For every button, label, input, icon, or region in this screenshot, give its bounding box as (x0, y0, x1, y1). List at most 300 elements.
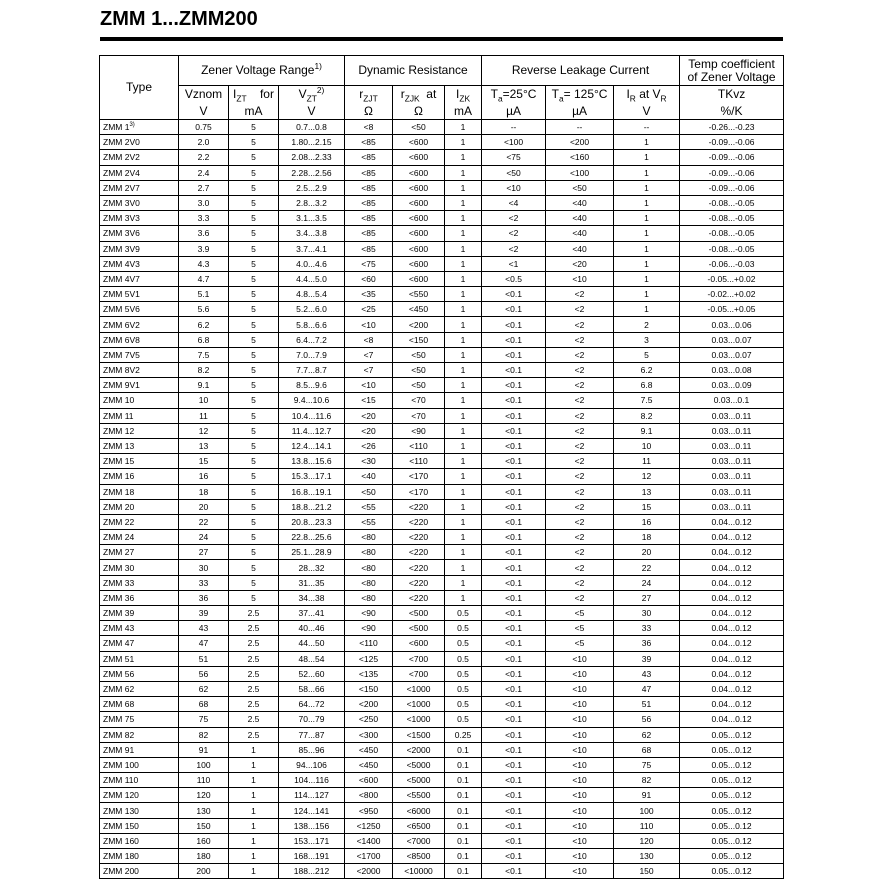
cell-ir-25c: <0.1 (482, 514, 546, 529)
cell-ir-25c: <0.1 (482, 317, 546, 332)
cell-type-text: ZMM 1 (103, 122, 130, 133)
cell-ir-125c: <50 (546, 180, 614, 195)
cell-rzjt: <85 (345, 150, 393, 165)
cell-rzjk: <200 (393, 317, 445, 332)
unit-ta125: µA (546, 103, 614, 120)
cell-rzjt: <85 (345, 135, 393, 150)
cell-vznom: 6.2 (179, 317, 229, 332)
cell-vznom: 47 (179, 636, 229, 651)
cell-rzjk: <220 (393, 575, 445, 590)
cell-vr: 30 (614, 606, 680, 621)
table-row (100, 727, 784, 742)
cell-type (100, 363, 179, 378)
cell-izk: 1 (445, 287, 482, 302)
cell-izk: 0.1 (445, 773, 482, 788)
cell-izt: 5 (229, 135, 279, 150)
header-type: Type (100, 56, 179, 120)
cell-rzjt: <40 (345, 469, 393, 484)
cell-vr: 20 (614, 545, 680, 560)
table-row (100, 271, 784, 286)
cell-tkvz: 0.03...0.11 (680, 469, 784, 484)
cell-type-text: ZMM 3V3 (103, 213, 140, 224)
cell-vzt-range: 10.4...11.6 (279, 408, 345, 423)
cell-vzt-range: 25.1...28.9 (279, 545, 345, 560)
cell-vzt-range: 3.7...4.1 (279, 241, 345, 256)
cell-izk: 1 (445, 180, 482, 195)
cell-izt: 5 (229, 560, 279, 575)
cell-tkvz: 0.04...0.12 (680, 636, 784, 651)
cell-type-text: ZMM 20 (103, 501, 135, 512)
cell-ir-125c: <10 (546, 773, 614, 788)
cell-vzt-range: 124...141 (279, 803, 345, 818)
cell-vzt-range: 5.2...6.0 (279, 302, 345, 317)
cell-vr: 6.8 (614, 378, 680, 393)
table-row (100, 302, 784, 317)
cell-vznom: 130 (179, 803, 229, 818)
cell-izt: 5 (229, 302, 279, 317)
cell-tkvz: 0.03...0.08 (680, 363, 784, 378)
cell-ir-125c: <2 (546, 499, 614, 514)
table-row (100, 757, 784, 772)
cell-ir-25c: <0.1 (482, 408, 546, 423)
cell-vr: 39 (614, 651, 680, 666)
cell-izt: 5 (229, 363, 279, 378)
cell-tkvz: 0.03...0.11 (680, 484, 784, 499)
cell-ir-125c: <10 (546, 742, 614, 757)
cell-vr: 8.2 (614, 408, 680, 423)
cell-type-text: ZMM 11 (103, 410, 134, 421)
table-row (100, 681, 784, 696)
cell-ir-25c: <0.1 (482, 773, 546, 788)
cell-vr: 130 (614, 849, 680, 864)
cell-rzjt: <85 (345, 241, 393, 256)
cell-rzjk: <90 (393, 423, 445, 438)
cell-rzjk: <7000 (393, 833, 445, 848)
cell-type-text: ZMM 180 (103, 851, 139, 862)
unit-ir: V (614, 103, 680, 120)
table-row (100, 332, 784, 347)
zener-spec-table (99, 55, 784, 879)
cell-type (100, 530, 179, 545)
cell-rzjk: <600 (393, 135, 445, 150)
cell-rzjt: <1250 (345, 818, 393, 833)
table-body (100, 120, 784, 879)
cell-type (100, 438, 179, 453)
cell-tkvz: -0.08...-0.05 (680, 241, 784, 256)
cell-rzjt: <60 (345, 271, 393, 286)
cell-type-text: ZMM 62 (103, 684, 135, 695)
cell-tkvz: -0.08...-0.05 (680, 195, 784, 210)
cell-tkvz: 0.04...0.12 (680, 712, 784, 727)
cell-ir-125c: -- (546, 120, 614, 135)
cell-vzt-range: 7.0...7.9 (279, 347, 345, 362)
cell-type (100, 484, 179, 499)
cell-vr: 15 (614, 499, 680, 514)
cell-type (100, 742, 179, 757)
cell-vznom: 2.4 (179, 165, 229, 180)
cell-izt: 2.5 (229, 697, 279, 712)
cell-type-text: ZMM 110 (103, 775, 139, 786)
cell-vzt-range: 2.5...2.9 (279, 180, 345, 195)
table-row (100, 590, 784, 605)
cell-vznom: 56 (179, 666, 229, 681)
cell-ir-125c: <2 (546, 393, 614, 408)
cell-type (100, 165, 179, 180)
cell-rzjt: <80 (345, 560, 393, 575)
cell-vznom: 30 (179, 560, 229, 575)
cell-rzjt: <85 (345, 211, 393, 226)
cell-vznom: 110 (179, 773, 229, 788)
cell-rzjt: <2000 (345, 864, 393, 879)
cell-ir-25c: <50 (482, 165, 546, 180)
cell-type (100, 666, 179, 681)
cell-izk: 0.5 (445, 681, 482, 696)
table-row (100, 818, 784, 833)
cell-rzjk: <600 (393, 256, 445, 271)
cell-izk: 1 (445, 530, 482, 545)
cell-ir-125c: <2 (546, 590, 614, 605)
cell-rzjk: <600 (393, 165, 445, 180)
cell-vznom: 12 (179, 423, 229, 438)
cell-ir-125c: <40 (546, 226, 614, 241)
cell-type (100, 818, 179, 833)
cell-izk: 1 (445, 438, 482, 453)
cell-izk: 0.1 (445, 818, 482, 833)
cell-vznom: 2.2 (179, 150, 229, 165)
cell-tkvz: 0.03...0.11 (680, 454, 784, 469)
cell-rzjk: <1000 (393, 697, 445, 712)
cell-vr: 1 (614, 271, 680, 286)
cell-vr: 47 (614, 681, 680, 696)
cell-type-text: ZMM 75 (103, 714, 135, 725)
cell-tkvz: 0.03...0.11 (680, 423, 784, 438)
cell-rzjk: <220 (393, 590, 445, 605)
cell-type (100, 803, 179, 818)
cell-vr: 24 (614, 575, 680, 590)
header-rzjk: $r_{ZJK}$ at (393, 86, 445, 104)
cell-tkvz: 0.04...0.12 (680, 545, 784, 560)
cell-izt: 2.5 (229, 621, 279, 636)
table-row (100, 120, 784, 135)
cell-izt: 5 (229, 150, 279, 165)
cell-type-text: ZMM 51 (103, 653, 135, 664)
cell-ir-25c: <0.1 (482, 636, 546, 651)
cell-rzjk: <10000 (393, 864, 445, 879)
cell-tkvz: -0.06...-0.03 (680, 256, 784, 271)
table-row (100, 135, 784, 150)
cell-izk: 1 (445, 514, 482, 529)
cell-type-text: ZMM 27 (103, 547, 135, 558)
cell-izk: 0.1 (445, 864, 482, 879)
cell-vzt-range: 31...35 (279, 575, 345, 590)
cell-vznom: 43 (179, 621, 229, 636)
cell-type (100, 256, 179, 271)
cell-vznom: 8.2 (179, 363, 229, 378)
cell-type-text: ZMM 4V3 (103, 258, 140, 269)
cell-izk: 1 (445, 256, 482, 271)
cell-tkvz: -0.08...-0.05 (680, 226, 784, 241)
cell-ir-25c: <0.1 (482, 757, 546, 772)
cell-ir-25c: <0.1 (482, 393, 546, 408)
cell-rzjt: <450 (345, 757, 393, 772)
cell-izk: 1 (445, 347, 482, 362)
cell-type-text: ZMM 9V1 (103, 380, 140, 391)
cell-vznom: 0.75 (179, 120, 229, 135)
cell-type (100, 575, 179, 590)
cell-tkvz: -0.09...-0.06 (680, 165, 784, 180)
cell-izt: 5 (229, 120, 279, 135)
cell-rzjt: <135 (345, 666, 393, 681)
cell-vzt-range: 138...156 (279, 818, 345, 833)
cell-ir-125c: <2 (546, 545, 614, 560)
table-row (100, 773, 784, 788)
cell-type (100, 135, 179, 150)
table-row (100, 226, 784, 241)
cell-type (100, 287, 179, 302)
table-row (100, 514, 784, 529)
cell-ir-25c: <0.1 (482, 849, 546, 864)
cell-vzt-range: 40...46 (279, 621, 345, 636)
table-row (100, 378, 784, 393)
cell-vzt-range: 7.7...8.7 (279, 363, 345, 378)
cell-rzjk: <110 (393, 438, 445, 453)
cell-ir-25c: <0.1 (482, 454, 546, 469)
cell-ir-125c: <2 (546, 438, 614, 453)
cell-ir-125c: <2 (546, 423, 614, 438)
cell-type (100, 317, 179, 332)
table-row (100, 165, 784, 180)
cell-izt: 5 (229, 256, 279, 271)
cell-rzjt: <26 (345, 438, 393, 453)
table-row (100, 393, 784, 408)
cell-izt: 5 (229, 423, 279, 438)
table-row (100, 651, 784, 666)
cell-ir-25c: <0.1 (482, 438, 546, 453)
cell-vznom: 20 (179, 499, 229, 514)
table-row (100, 606, 784, 621)
header-ta25: $T_a=25^\circ C$ (482, 86, 546, 104)
cell-ir-25c: -- (482, 120, 546, 135)
header-vzt: $V_{ZT}^{2)}$ (279, 86, 345, 104)
cell-izt: 5 (229, 469, 279, 484)
cell-type-text: ZMM 39 (103, 608, 135, 619)
cell-izk: 1 (445, 393, 482, 408)
cell-vznom: 200 (179, 864, 229, 879)
cell-rzjt: <30 (345, 454, 393, 469)
cell-type-text: ZMM 5V1 (103, 289, 140, 300)
cell-rzjk: <550 (393, 287, 445, 302)
cell-tkvz: 0.05...0.12 (680, 727, 784, 742)
cell-ir-25c: <0.1 (482, 560, 546, 575)
cell-type-text: ZMM 56 (103, 668, 135, 679)
cell-vznom: 68 (179, 697, 229, 712)
cell-ir-125c: <10 (546, 697, 614, 712)
cell-vzt-range: 6.4...7.2 (279, 332, 345, 347)
cell-ir-25c: <0.1 (482, 332, 546, 347)
cell-type (100, 150, 179, 165)
cell-rzjk: <5500 (393, 788, 445, 803)
cell-izk: 0.25 (445, 727, 482, 742)
cell-vzt-range: 3.4...3.8 (279, 226, 345, 241)
cell-ir-25c: <0.1 (482, 788, 546, 803)
cell-ir-125c: <2 (546, 378, 614, 393)
cell-tkvz: 0.03...0.09 (680, 378, 784, 393)
cell-rzjt: <1400 (345, 833, 393, 848)
cell-vzt-range: 5.8...6.6 (279, 317, 345, 332)
cell-tkvz: 0.05...0.12 (680, 773, 784, 788)
cell-rzjt: <50 (345, 484, 393, 499)
cell-vzt-range: 13.8...15.6 (279, 454, 345, 469)
cell-rzjt: <8 (345, 120, 393, 135)
cell-rzjt: <80 (345, 575, 393, 590)
table-row (100, 864, 784, 879)
cell-rzjk: <70 (393, 393, 445, 408)
cell-tkvz: -0.09...-0.06 (680, 135, 784, 150)
cell-vzt-range: 114...127 (279, 788, 345, 803)
cell-ir-125c: <10 (546, 818, 614, 833)
cell-izt: 5 (229, 590, 279, 605)
cell-type (100, 378, 179, 393)
cell-izk: 1 (445, 545, 482, 560)
cell-type-text: ZMM 91 (103, 744, 135, 755)
cell-type-text: ZMM 3V6 (103, 228, 140, 239)
cell-vr: 10 (614, 438, 680, 453)
cell-tkvz: 0.04...0.12 (680, 681, 784, 696)
cell-ir-25c: <0.1 (482, 864, 546, 879)
cell-type-text: ZMM 12 (103, 425, 135, 436)
cell-ir-25c: <0.1 (482, 803, 546, 818)
cell-vzt-range: 15.3...17.1 (279, 469, 345, 484)
cell-type (100, 606, 179, 621)
cell-ir-125c: <2 (546, 454, 614, 469)
cell-vznom: 82 (179, 727, 229, 742)
cell-type-text: ZMM 36 (103, 592, 135, 603)
cell-type-text: ZMM 24 (103, 532, 135, 543)
cell-izt: 1 (229, 818, 279, 833)
cell-type-text: ZMM 43 (103, 623, 135, 634)
cell-tkvz: -0.02...+0.02 (680, 287, 784, 302)
cell-rzjk: <500 (393, 606, 445, 621)
cell-vznom: 6.8 (179, 332, 229, 347)
unit-rzjk: Ω (393, 103, 445, 120)
cell-vr: 1 (614, 135, 680, 150)
cell-vzt-range: 48...54 (279, 651, 345, 666)
cell-type (100, 393, 179, 408)
cell-vzt-range: 168...191 (279, 849, 345, 864)
cell-ir-25c: <0.1 (482, 621, 546, 636)
table-row (100, 241, 784, 256)
cell-ir-125c: <2 (546, 575, 614, 590)
cell-rzjt: <110 (345, 636, 393, 651)
cell-rzjt: <450 (345, 742, 393, 757)
cell-ir-25c: <0.1 (482, 545, 546, 560)
cell-rzjt: <55 (345, 499, 393, 514)
cell-tkvz: 0.03...0.07 (680, 347, 784, 362)
cell-vr: 2 (614, 317, 680, 332)
cell-type (100, 241, 179, 256)
cell-type (100, 757, 179, 772)
cell-ir-25c: <1 (482, 256, 546, 271)
cell-type (100, 681, 179, 696)
cell-tkvz: 0.03...0.06 (680, 317, 784, 332)
cell-izk: 1 (445, 302, 482, 317)
cell-type-text: ZMM 2V0 (103, 137, 140, 148)
cell-rzjk: <6000 (393, 803, 445, 818)
cell-vr: 82 (614, 773, 680, 788)
cell-type-text: ZMM 15 (103, 456, 135, 467)
cell-vznom: 7.5 (179, 347, 229, 362)
table-row (100, 150, 784, 165)
cell-vzt-range: 1.80...2.15 (279, 135, 345, 150)
cell-izk: 0.5 (445, 621, 482, 636)
cell-type-text: ZMM 130 (103, 805, 139, 816)
cell-type (100, 302, 179, 317)
cell-ir-125c: <100 (546, 165, 614, 180)
cell-izk: 1 (445, 499, 482, 514)
cell-rzjk: <600 (393, 226, 445, 241)
cell-rzjt: <25 (345, 302, 393, 317)
table-row (100, 560, 784, 575)
table-row (100, 484, 784, 499)
table-row (100, 454, 784, 469)
cell-rzjt: <55 (345, 514, 393, 529)
table-row (100, 499, 784, 514)
cell-type (100, 499, 179, 514)
table-row (100, 575, 784, 590)
footnote-marker: 3) (129, 122, 135, 129)
table-row (100, 833, 784, 848)
cell-vr: 1 (614, 211, 680, 226)
cell-vr: 7.5 (614, 393, 680, 408)
cell-vr: 13 (614, 484, 680, 499)
cell-rzjt: <35 (345, 287, 393, 302)
cell-izt: 5 (229, 438, 279, 453)
cell-ir-125c: <2 (546, 408, 614, 423)
cell-vr: 51 (614, 697, 680, 712)
cell-rzjk: <50 (393, 378, 445, 393)
cell-ir-25c: <0.1 (482, 697, 546, 712)
cell-vzt-range: 4.4...5.0 (279, 271, 345, 286)
cell-tkvz: -0.09...-0.06 (680, 180, 784, 195)
cell-vznom: 3.9 (179, 241, 229, 256)
cell-type (100, 271, 179, 286)
cell-vr: -- (614, 120, 680, 135)
cell-vzt-range: 52...60 (279, 666, 345, 681)
cell-vzt-range: 77...87 (279, 727, 345, 742)
cell-vznom: 5.1 (179, 287, 229, 302)
cell-ir-25c: <4 (482, 195, 546, 210)
cell-izt: 1 (229, 773, 279, 788)
cell-izt: 1 (229, 757, 279, 772)
cell-rzjk: <50 (393, 363, 445, 378)
cell-type-text: ZMM 2V4 (103, 167, 140, 178)
cell-rzjk: <220 (393, 499, 445, 514)
cell-vznom: 36 (179, 590, 229, 605)
header-temp-coefficient: Temp coefficient of Zener Voltage (680, 56, 784, 86)
cell-ir-25c: <0.1 (482, 818, 546, 833)
cell-type (100, 849, 179, 864)
cell-izt: 5 (229, 484, 279, 499)
cell-izt: 5 (229, 393, 279, 408)
cell-izk: 0.1 (445, 742, 482, 757)
cell-izk: 1 (445, 135, 482, 150)
cell-vr: 27 (614, 590, 680, 605)
cell-vznom: 13 (179, 438, 229, 453)
cell-ir-125c: <5 (546, 606, 614, 621)
cell-vzt-range: 44...50 (279, 636, 345, 651)
cell-vznom: 180 (179, 849, 229, 864)
cell-izk: 1 (445, 195, 482, 210)
